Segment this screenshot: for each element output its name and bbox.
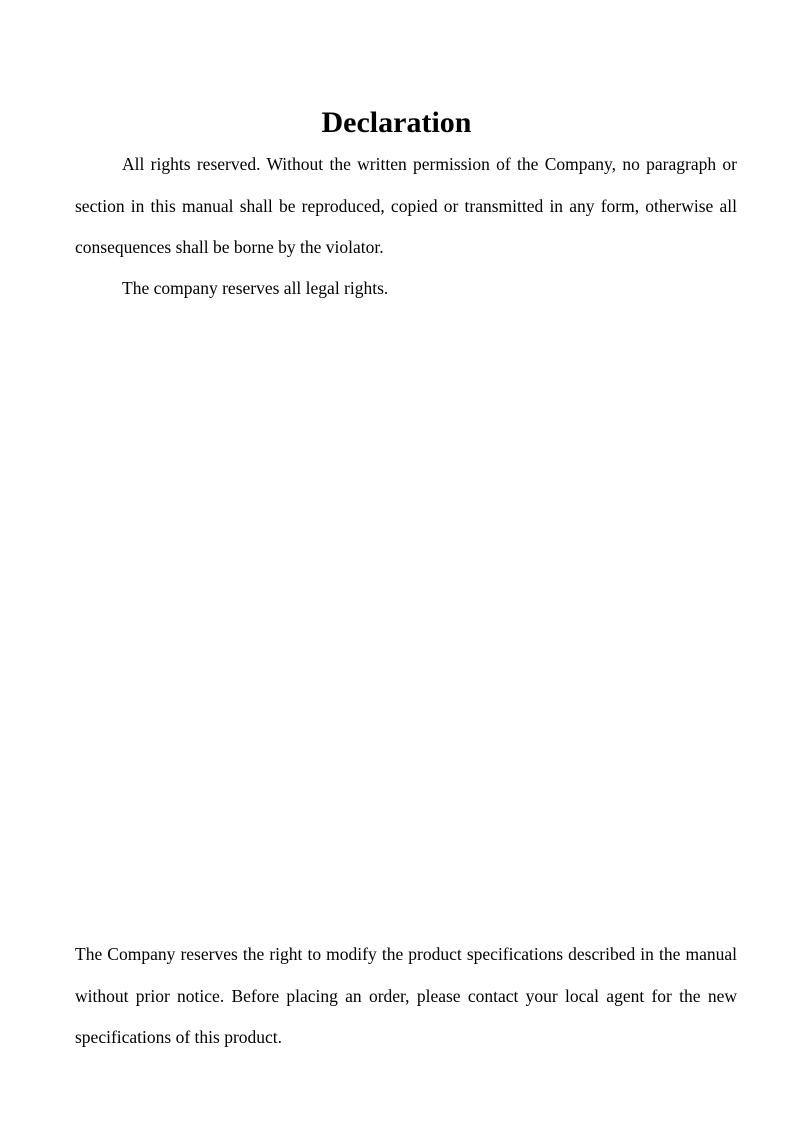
page-title: Declaration — [321, 106, 472, 139]
specification-notice-paragraph: The Company reserves the right to modify the product specifications described in the manual without prior notice. Before placing an order, please contact your local agent for the new specifications of this product. — [75, 944, 737, 1047]
rights-reserved-paragraph: All rights reserved. Without the written permission of the Company, no paragraph or section in this manual shall be reproduced, copied or transmitted in any form, otherwise all consequences shall be borne by the violator. — [75, 154, 737, 257]
legal-rights-paragraph: The company reserves all legal rights. — [122, 278, 389, 298]
